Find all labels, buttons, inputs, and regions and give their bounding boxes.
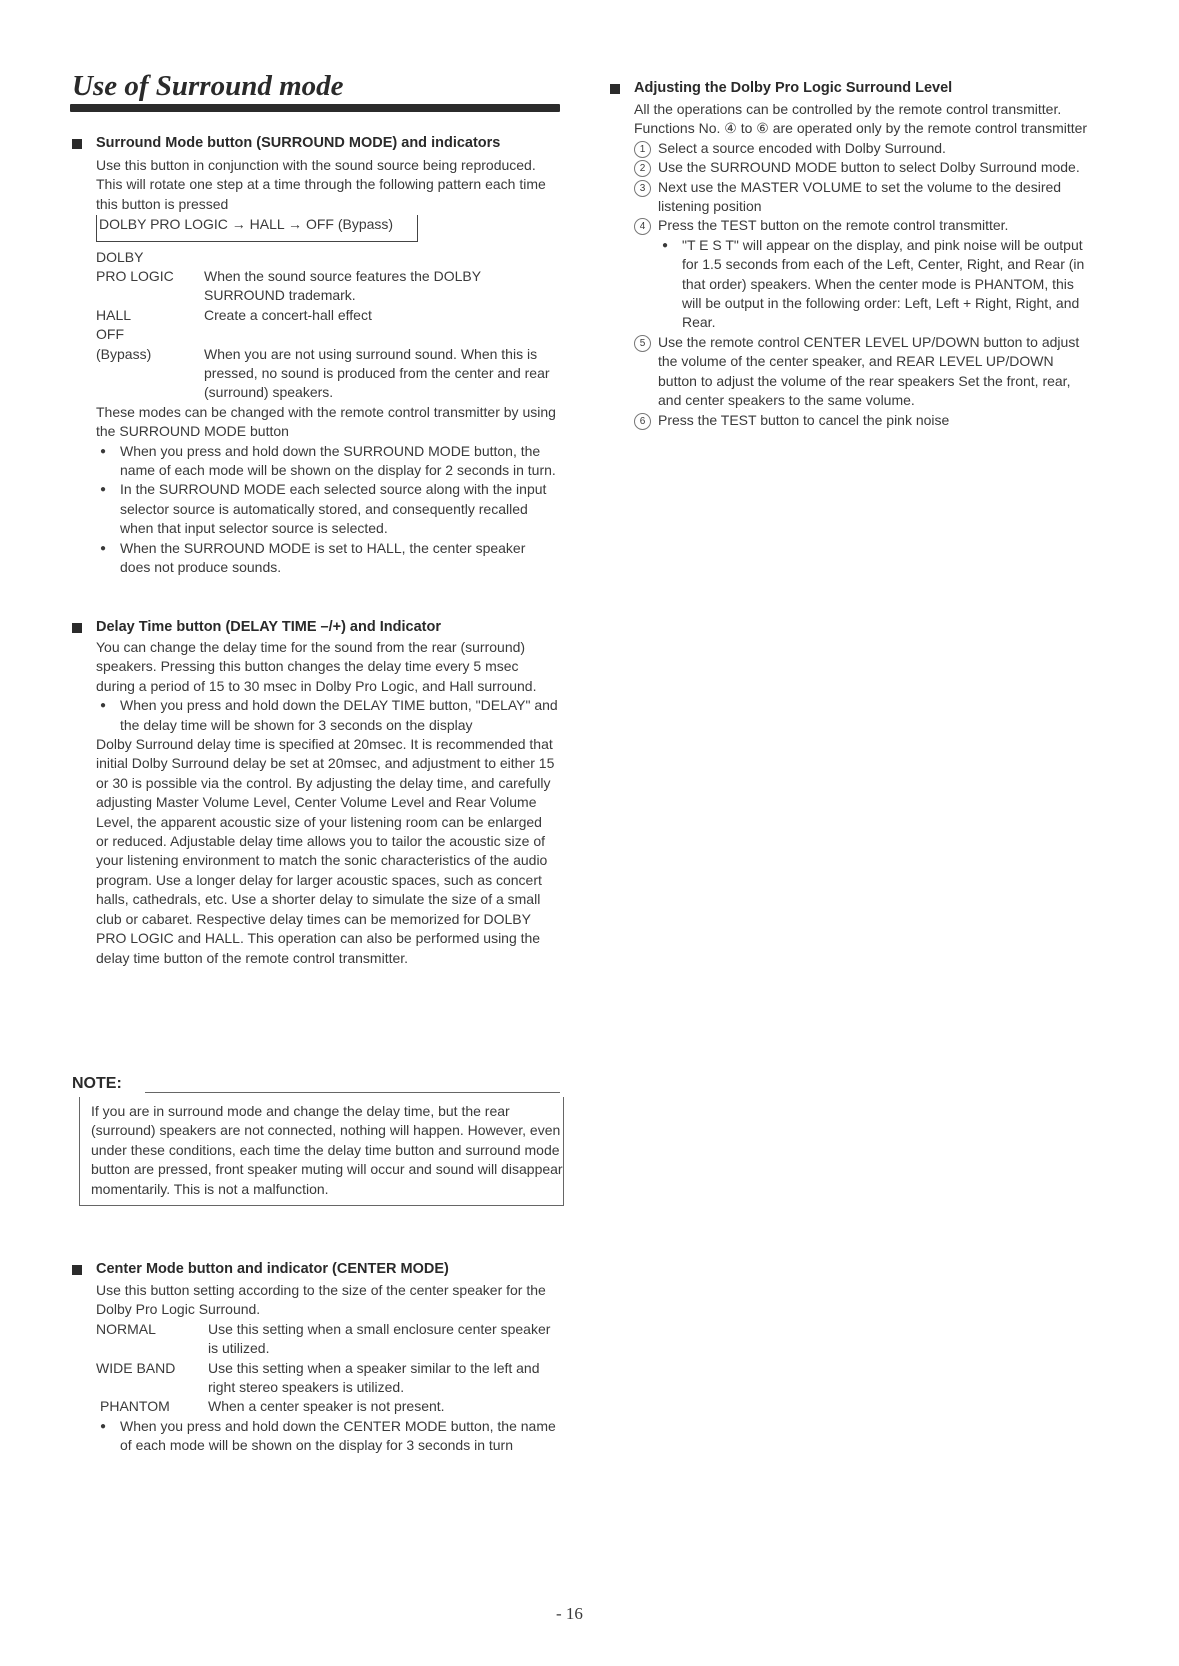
title-rule [70,104,560,112]
step-number: 5 [634,335,651,352]
dolby-level-heading: Adjusting the Dolby Pro Logic Surround Level [634,80,953,96]
def-row [96,325,558,403]
step-number: 3 [634,180,651,197]
page-number: - 16 [556,1604,583,1623]
step-number: 6 [634,413,651,430]
list-item: ● When you press and hold down the SURROUND MODE button, the name of each mode will be shown on the display for 2 seconds in turn. [96,442,558,481]
def-term: HALL [96,306,132,323]
step-text: Use the remote control CENTER LEVEL UP/DOWN button to adjust the volume of the center speaker, and REAR LEVEL UP/DOWN button to adjust the volume of the rear speakers Set the front, rear, and center speakers to the same volume. [658,333,1080,409]
dolby-level-section [634,100,1096,430]
bullet-square [72,623,82,633]
bullet-square [72,1265,82,1275]
step-text: Press the TEST button to cancel the pink noise [658,411,950,428]
def-term: DOLBY PRO LOGIC [96,248,174,285]
step-text: Next use the MASTER VOLUME to set the volume to the desired listening position [658,178,1062,215]
def-row [96,306,558,325]
step-item [634,158,1096,177]
def-term: OFF (Bypass) [96,326,152,362]
step-text: Select a source encoded with Dolby Surround. [658,139,946,156]
surround-intro: Use this button in conjunction with the sound source being reproduced. This will rotate one step at a time through the following pattern each time this button is pressed [96,157,546,212]
def-desc: When a center speaker is not present. [208,1398,445,1415]
def-row [96,1359,558,1398]
surround-heading: Surround Mode button (SURROUND MODE) and indicators [96,135,501,151]
def-row [96,248,558,306]
center-intro: Use this button setting according to the size of the center speaker for the Dolby Pro Logic Surround. [96,1282,546,1318]
note-rule [145,1092,560,1093]
list-item: ● When you press and hold down the CENTER MODE button, the name of each mode will be shown on the display for 3 seconds in turn [96,1417,558,1456]
center-heading: Center Mode button and indicator (CENTER MODE) [96,1261,449,1277]
dolby-level-intro: All the operations can be controlled by the remote control transmitter. Functions No. ④ to ⑥ are operated only by the remote control transmitter [634,101,1088,137]
step-item [634,139,1096,158]
def-term: WIDE BAND [96,1359,176,1376]
list-item: ● In the SURROUND MODE each selected source along with the input selector source is automatically stored, and consequently recalled when that input selector source is selected. [96,480,558,538]
step-item [634,216,1096,235]
delay-heading: Delay Time button (DELAY TIME –/+) and Indicator [96,619,441,635]
def-row [96,1320,558,1359]
step-number: 4 [634,218,651,235]
def-term: PHANTOM [100,1398,170,1415]
delay-body: Dolby Surround delay time is specified at 20msec. It is recommended that initial Dolby Surround delay be set at 20msec, and adjustment to either 15 or 30 is possible via the control. By adjusting the delay time, and carefully adjusting Master Volume Level, Center Volume Level and Rear Volume Level, the apparent acoustic size of your listening room can be enlarged or reduced. Adjustable delay time allows you to tailor the acoustic size of your listening environment to match the sonic characteristics of the audio program. Use a longer delay for larger acoustic spaces, such as concert halls, cathedrals, etc. Use a shorter delay to simulate the size of a small club or cabaret. Respective delay times can be memorized for DOLBY PRO LOGIC and HALL. This operation can also be performed using the delay time button of the remote control transmitter. [96,736,555,966]
def-desc: Create a concert-hall effect [204,306,372,323]
step-text: Press the TEST button on the remote control transmitter. [658,217,1009,234]
list-item: ● "T E S T" will appear on the display, and pink noise will be output for 1.5 seconds from each of the Left, Center, Right, and Rear (in that order) speakers. When the center mode is PHANTOM, this will be output in the following order: Left, Left + Right, Right, and Rear. [658,236,1096,333]
def-desc: When you are not using surround sound. When this is pressed, no sound is produced from the center and rear (surround) speakers. [204,345,550,401]
page-title: Use of Surround mode [72,70,344,102]
def-desc: When the sound source features the DOLBY SURROUND trademark. [204,268,481,304]
step-item [634,178,1096,217]
note-box [79,1097,564,1206]
def-term: NORMAL [96,1320,156,1337]
surround-section [96,156,558,578]
step-item [634,411,1096,430]
delay-intro: You can change the delay time for the sound from the rear (surround) speakers. Pressing this button changes the delay time every 5 msec during a period of 15 to 30 msec in Dolby Pro Logic, and Hall surround. [96,639,537,694]
step-item [634,333,1096,411]
note-text: If you are in surround mode and change the delay time, but the rear (surround) speakers are not connected, nothing will happen. However, even under these conditions, each time the delay time button and surround mode button are pressed, front speaker muting will occur and sound will disappear momentarily. This is not a malfunction. [91,1103,563,1197]
def-row [96,1397,558,1416]
bullet-square [610,84,620,94]
step-number: 1 [634,141,651,158]
step-number: 2 [634,160,651,177]
step-text: Use the SURROUND MODE button to select Dolby Surround mode. [658,159,1080,176]
bullet-square [72,139,82,149]
delay-section [96,638,558,968]
surround-after: These modes can be changed with the remote control transmitter by using the SURROUND MODE button [96,403,556,440]
list-item: ● When the SURROUND MODE is set to HALL, the center speaker does not produce sounds. [96,539,558,578]
list-item: ● When you press and hold down the DELAY TIME button, "DELAY" and the delay time will be shown for 3 seconds on the display [96,696,558,735]
def-desc: Use this setting when a small enclosure center speaker is utilized. [208,1320,551,1357]
mode-flow: DOLBY PRO LOGIC → HALL → OFF (Bypass) [96,215,418,241]
center-section [96,1281,558,1456]
note-label: NOTE: [72,1075,122,1092]
def-desc: Use this setting when a speaker similar to the left and right stereo speakers is utilized. [208,1359,540,1396]
